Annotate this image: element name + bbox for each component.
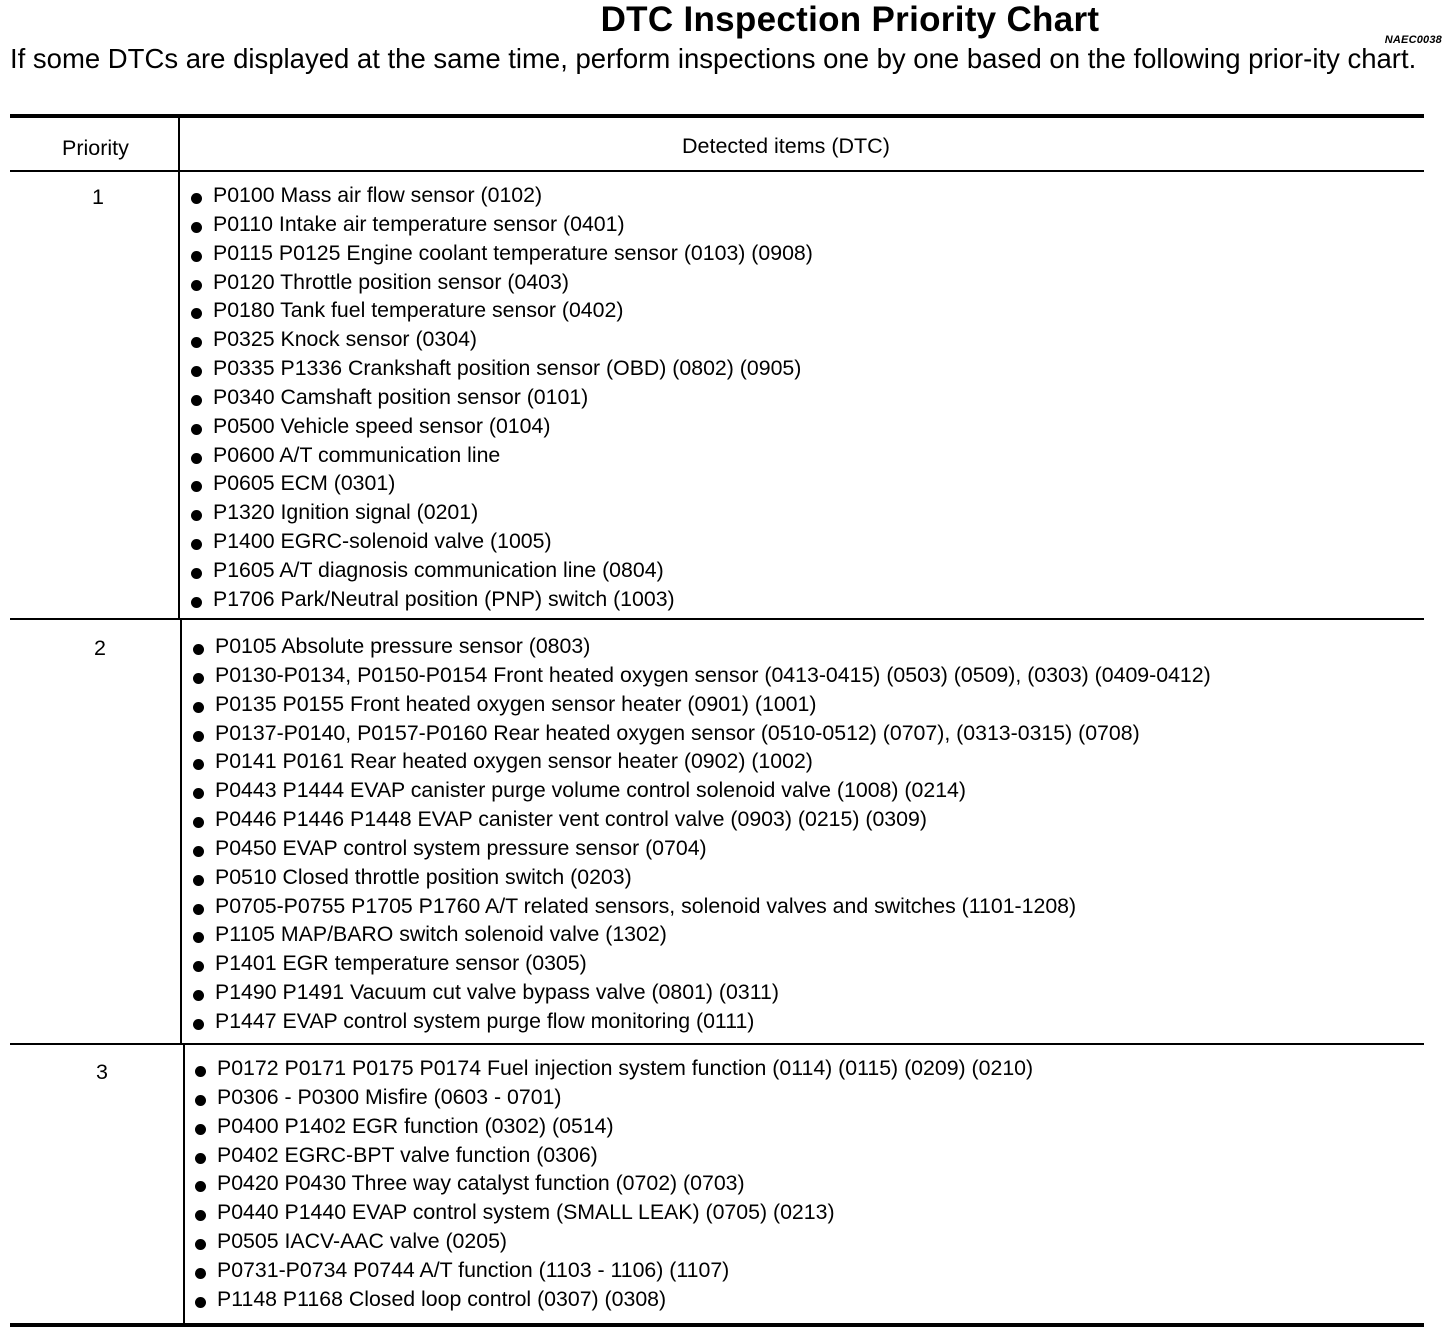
priority-3: 3 bbox=[96, 1060, 108, 1084]
list-item: P1148 P1168 Closed loop control (0307) (0308) bbox=[189, 1285, 1033, 1314]
list-item: P1105 MAP/BARO switch solenoid valve (1302) bbox=[187, 920, 1211, 949]
bullet-icon bbox=[195, 1297, 206, 1308]
priority-1: 1 bbox=[92, 185, 104, 209]
list-item: P0505 IACV-AAC valve (0205) bbox=[189, 1227, 1033, 1256]
bullet-icon bbox=[191, 568, 202, 579]
list-item: P0306 - P0300 Misfire (0603 - 0701) bbox=[189, 1083, 1033, 1112]
list-item: P0137-P0140, P0157-P0160 Rear heated oxygen sensor (0510-0512) (0707), (0313-0315) (0708) bbox=[187, 719, 1211, 748]
list-item: P0130-P0134, P0150-P0154 Front heated oxygen sensor (0413-0415) (0503) (0509), (0303) (0409-0412) bbox=[187, 661, 1211, 690]
table-bottom-rule bbox=[10, 1323, 1424, 1327]
bullet-icon bbox=[193, 673, 204, 684]
bullet-icon bbox=[191, 366, 202, 377]
list-item: P1490 P1491 Vacuum cut valve bypass valve (0801) (0311) bbox=[187, 978, 1211, 1007]
list-item: P0141 P0161 Rear heated oxygen sensor heater (0902) (1002) bbox=[187, 747, 1211, 776]
bullet-icon bbox=[191, 453, 202, 464]
list-item: P0443 P1444 EVAP canister purge volume control solenoid valve (1008) (0214) bbox=[187, 776, 1211, 805]
list-item: P0605 ECM (0301) bbox=[185, 469, 813, 498]
list-item: P0335 P1336 Crankshaft position sensor (OBD) (0802) (0905) bbox=[185, 354, 813, 383]
bullet-icon bbox=[193, 961, 204, 972]
list-item: P1447 EVAP control system purge flow monitoring (0111) bbox=[187, 1007, 1211, 1036]
bullet-icon bbox=[191, 251, 202, 262]
bullet-icon bbox=[193, 817, 204, 828]
list-item: P0500 Vehicle speed sensor (0104) bbox=[185, 412, 813, 441]
list-item: P1401 EGR temperature sensor (0305) bbox=[187, 949, 1211, 978]
list-item: P0731-P0734 P0744 A/T function (1103 - 1106) (1107) bbox=[189, 1256, 1033, 1285]
list-item: P0110 Intake air temperature sensor (0401) bbox=[185, 210, 813, 239]
bullet-icon bbox=[191, 481, 202, 492]
bullet-icon bbox=[195, 1268, 206, 1279]
list-item: P0600 A/T communication line bbox=[185, 441, 813, 470]
list-item: P0705-P0755 P1705 P1760 A/T related sensors, solenoid valves and switches (1101-1208) bbox=[187, 892, 1211, 921]
bullet-icon bbox=[191, 308, 202, 319]
bullet-icon bbox=[193, 702, 204, 713]
list-item: P1706 Park/Neutral position (PNP) switch (1003) bbox=[185, 585, 813, 614]
list-item: P0115 P0125 Engine coolant temperature sensor (0103) (0908) bbox=[185, 239, 813, 268]
header-divider bbox=[10, 170, 1424, 172]
header-detected-items: Detected items (DTC) bbox=[682, 134, 890, 158]
bullet-icon bbox=[193, 1019, 204, 1030]
list-item: P0420 P0430 Three way catalyst function (0702) (0703) bbox=[189, 1169, 1033, 1198]
bullet-icon bbox=[193, 731, 204, 742]
bullet-icon bbox=[193, 990, 204, 1001]
bullet-icon bbox=[195, 1124, 206, 1135]
bullet-icon bbox=[191, 395, 202, 406]
bullet-icon bbox=[191, 337, 202, 348]
bullet-icon bbox=[191, 539, 202, 550]
table-top-rule bbox=[10, 114, 1424, 118]
list-item: P0510 Closed throttle position switch (0203) bbox=[187, 863, 1211, 892]
list-item: P0446 P1446 P1448 EVAP canister vent control valve (0903) (0215) (0309) bbox=[187, 805, 1211, 834]
group-divider-2-3 bbox=[10, 1043, 1424, 1045]
list-item: P0402 EGRC-BPT valve function (0306) bbox=[189, 1141, 1033, 1170]
column-divider bbox=[180, 620, 182, 1043]
bullet-icon bbox=[193, 932, 204, 943]
list-item: P0325 Knock sensor (0304) bbox=[185, 325, 813, 354]
bullet-icon bbox=[195, 1210, 206, 1221]
list-item: P1605 A/T diagnosis communication line (0804) bbox=[185, 556, 813, 585]
bullet-icon bbox=[195, 1181, 206, 1192]
bullet-icon bbox=[191, 280, 202, 291]
group-divider-1-2 bbox=[10, 618, 1424, 620]
bullet-icon bbox=[195, 1153, 206, 1164]
bullet-icon bbox=[191, 222, 202, 233]
bullet-icon bbox=[191, 597, 202, 608]
list-item: P1400 EGRC-solenoid valve (1005) bbox=[185, 527, 813, 556]
list-item: P0400 P1402 EGR function (0302) (0514) bbox=[189, 1112, 1033, 1141]
list-item: P1320 Ignition signal (0201) bbox=[185, 498, 813, 527]
bullet-icon bbox=[193, 846, 204, 857]
list-item: P0450 EVAP control system pressure sensor (0704) bbox=[187, 834, 1211, 863]
column-divider bbox=[183, 1045, 185, 1323]
list-item: P0105 Absolute pressure sensor (0803) bbox=[187, 632, 1211, 661]
document-code: NAEC0038 bbox=[1384, 34, 1442, 46]
list-item: P0180 Tank fuel temperature sensor (0402) bbox=[185, 296, 813, 325]
header-priority: Priority bbox=[62, 136, 129, 160]
bullet-icon bbox=[191, 510, 202, 521]
page-title: DTC Inspection Priority Chart bbox=[600, 0, 1100, 39]
bullet-icon bbox=[193, 759, 204, 770]
priority-2: 2 bbox=[94, 636, 106, 660]
bullet-icon bbox=[193, 788, 204, 799]
bullet-icon bbox=[195, 1239, 206, 1250]
list-item: P0135 P0155 Front heated oxygen sensor heater (0901) (1001) bbox=[187, 690, 1211, 719]
bullet-icon bbox=[193, 904, 204, 915]
group-3-items bbox=[189, 1054, 1033, 1314]
column-divider bbox=[178, 118, 180, 618]
intro-text: If some DTCs are displayed at the same time, perform inspections one by one based on the following prior-ity chart. bbox=[10, 43, 1417, 74]
list-item: P0100 Mass air flow sensor (0102) bbox=[185, 181, 813, 210]
bullet-icon bbox=[191, 193, 202, 204]
list-item: P0120 Throttle position sensor (0403) bbox=[185, 268, 813, 297]
list-item: P0172 P0171 P0175 P0174 Fuel injection system function (0114) (0115) (0209) (0210) bbox=[189, 1054, 1033, 1083]
list-item: P0440 P1440 EVAP control system (SMALL LEAK) (0705) (0213) bbox=[189, 1198, 1033, 1227]
bullet-icon bbox=[195, 1066, 206, 1077]
bullet-icon bbox=[193, 644, 204, 655]
bullet-icon bbox=[195, 1095, 206, 1106]
bullet-icon bbox=[191, 424, 202, 435]
group-2-items bbox=[187, 632, 1211, 1036]
list-item: P0340 Camshaft position sensor (0101) bbox=[185, 383, 813, 412]
bullet-icon bbox=[193, 875, 204, 886]
group-1-items bbox=[185, 181, 813, 614]
